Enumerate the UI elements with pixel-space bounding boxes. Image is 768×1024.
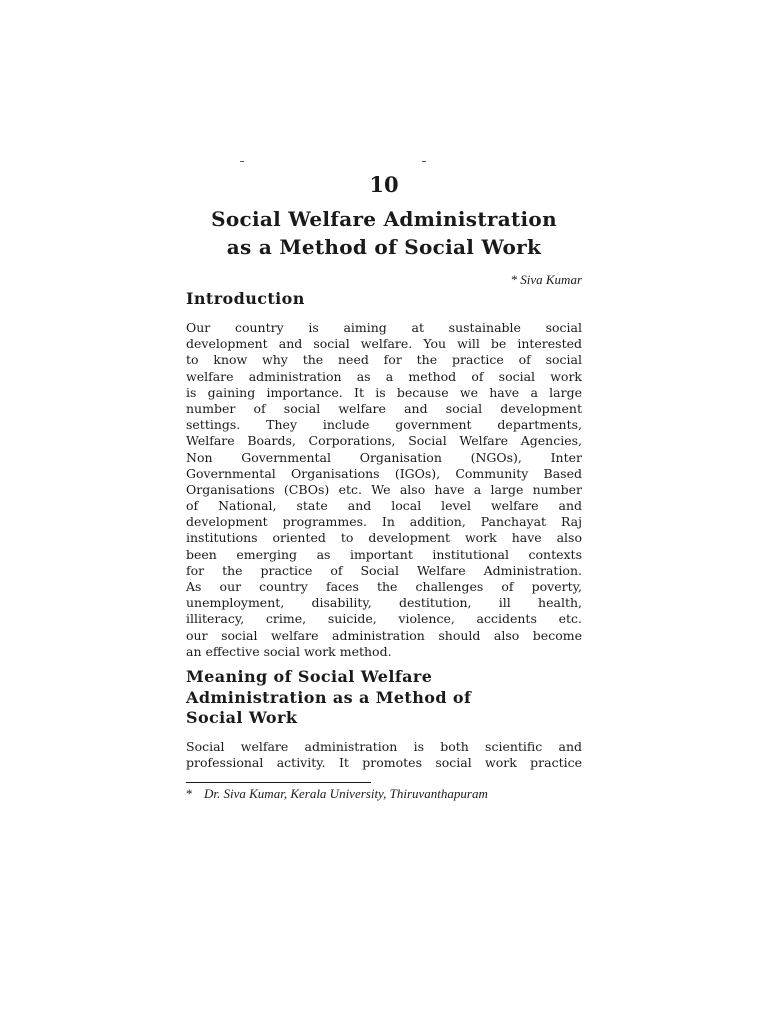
author-credit: * Siva Kumar [510, 272, 582, 287]
paragraph-line: Governmental Organisations (IGOs), Community Based [186, 465, 582, 481]
crop-mark-right [422, 161, 426, 162]
meaning-heading-line: Administration as a Method of [186, 687, 472, 707]
chapter-title-line: as a Method of Social Work [226, 235, 542, 259]
paragraph-line: to know why the need for the practice of social [186, 352, 582, 368]
chapter-number: 10 [369, 172, 399, 197]
paragraph-line: our social welfare administration should also become [186, 627, 582, 643]
footnote-divider [186, 782, 371, 783]
paragraph-line: Social welfare administration is both scientific and [186, 739, 582, 754]
paragraph-line: welfare administration as a method of social work [186, 368, 582, 384]
footnote-marker: * [186, 786, 193, 801]
paragraph-line: Welfare Boards, Corporations, Social Welfare Agencies, [186, 433, 582, 449]
meaning-heading-line: Meaning of Social Welfare [186, 667, 433, 686]
paragraph-line: an effective social work method. [186, 643, 392, 659]
paragraph-line: settings. They include government departments, [186, 417, 582, 433]
introduction-paragraph [186, 320, 582, 660]
paragraph-line: institutions oriented to development work have also [186, 530, 582, 546]
footnote [186, 786, 582, 802]
crop-mark-left [240, 161, 244, 162]
footnote-text: Dr. Siva Kumar, Kerala University, Thiruvanthapuram [204, 786, 488, 801]
chapter-title [186, 205, 582, 261]
paragraph-line: number of social welfare and social development [186, 400, 582, 416]
paragraph-line: Our country is aiming at sustainable social [186, 320, 582, 335]
meaning-paragraph [186, 739, 582, 771]
paragraph-line: is gaining importance. It is because we have a large [186, 384, 582, 400]
paragraph-line: been emerging as important institutional contexts [186, 546, 582, 562]
paragraph-line: for the practice of Social Welfare Administration. [186, 562, 582, 578]
paragraph-line: professional activity. It promotes social work practice [186, 755, 582, 771]
meaning-heading-line: Social Work [186, 708, 298, 727]
paragraph-line: unemployment, disability, destitution, ill health, [186, 595, 582, 611]
meaning-heading [186, 667, 582, 729]
chapter-title-line: Social Welfare Administration [211, 207, 557, 231]
paragraph-line: development programmes. In addition, Panchayat Raj [186, 514, 582, 530]
paragraph-line: illiteracy, crime, suicide, violence, accidents etc. [186, 611, 582, 627]
paragraph-line: Non Governmental Organisation (NGOs), Inter [186, 449, 582, 465]
paragraph-line: development and social welfare. You will be interested [186, 336, 582, 352]
paragraph-line: Organisations (CBOs) etc. We also have a large number [186, 481, 582, 497]
introduction-heading: Introduction [186, 289, 305, 308]
paragraph-line: As our country faces the challenges of poverty, [186, 579, 582, 594]
paragraph-line: of National, state and local level welfare and [186, 498, 582, 514]
